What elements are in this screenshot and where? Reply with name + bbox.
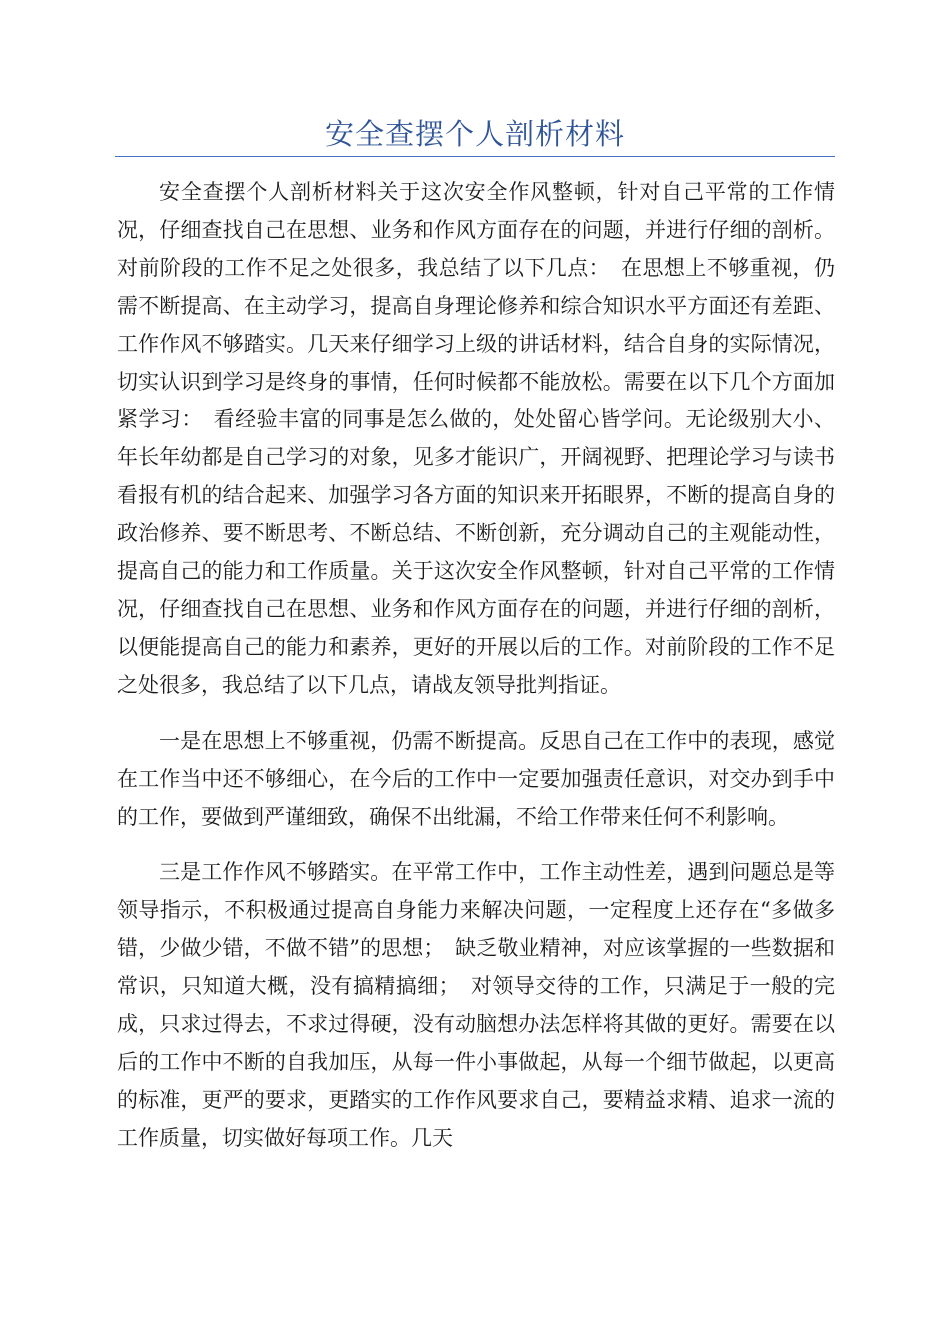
title-underline [115, 156, 835, 157]
document-body [117, 174, 835, 1158]
paragraph-intro: 安全查摆个人剖析材料关于这次安全作风整顿，针对自己平常的工作情况，仔细查找自己在思想、业务和作风方面存在的问题，并进行仔细的剖析。对前阶段的工作不足之处很多，我总结了以下几点： 在思想上不够重视，仍需不断提高、在主动学习，提高自身理论修养和综合知识水平方面还有差距、工作作风不够踏实。几天来仔细学习上级的讲话材料，结合自身的实际情况，切实认识到学习是终身的事情，任何时候都不能放松。需要在以下几个方面加紧学习： 看经验丰富的同事是怎么做的，处处留心皆学问。无论级别大小、年长年幼都是自己学习的对象，见多才能识广，开阔视野、把理论学习与读书看报有机的结合起来、加强学习各方面的知识来开拓眼界，不断的提高自身的政治修养、要不断思考、不断总结、不断创新，充分调动自己的主观能动性，提高自己的能力和工作质量。关于这次安全作风整顿，针对自己平常的工作情况，仔细查找自己在思想、业务和作风方面存在的问题，并进行仔细的剖析，以便能提高自己的能力和素养，更好的开展以后的工作。对前阶段的工作不足之处很多，我总结了以下几点，请战友领导批判指证。 [117, 180, 835, 697]
document-title: 安全查摆个人剖析材料 [324, 117, 625, 151]
paragraph-point-one: 一是在思想上不够重视，仍需不断提高。反思自己在工作中的表现，感觉在工作当中还不够细心，在今后的工作中一定要加强责任意识，对交办到手中的工作，要做到严谨细致，确保不出纰漏，不给工作带来任何不利影响。 [117, 728, 835, 829]
paragraph-point-three: 三是工作作风不够踏实。在平常工作中，工作主动性差，遇到问题总是等领导指示，不积极通过提高自身能力来解决问题，一定程度上还存在“多做多错，少做少错，不做不错”的思想； 缺乏敬业精神，对应该掌握的一些数据和常识，只知道大概，没有搞精搞细； 对领导交待的工作，只满足于一般的完成，只求过得去，不求过得硬，没有动脑想办法怎样将其做的更好。需要在以后的工作中不断的自我加压，从每一件小事做起，从每一个细节做起，以更高的标准，更严的要求，更踏实的工作作风要求自己，要精益求精、追求一流的工作质量，切实做好每项工作。几天 [117, 860, 835, 1150]
